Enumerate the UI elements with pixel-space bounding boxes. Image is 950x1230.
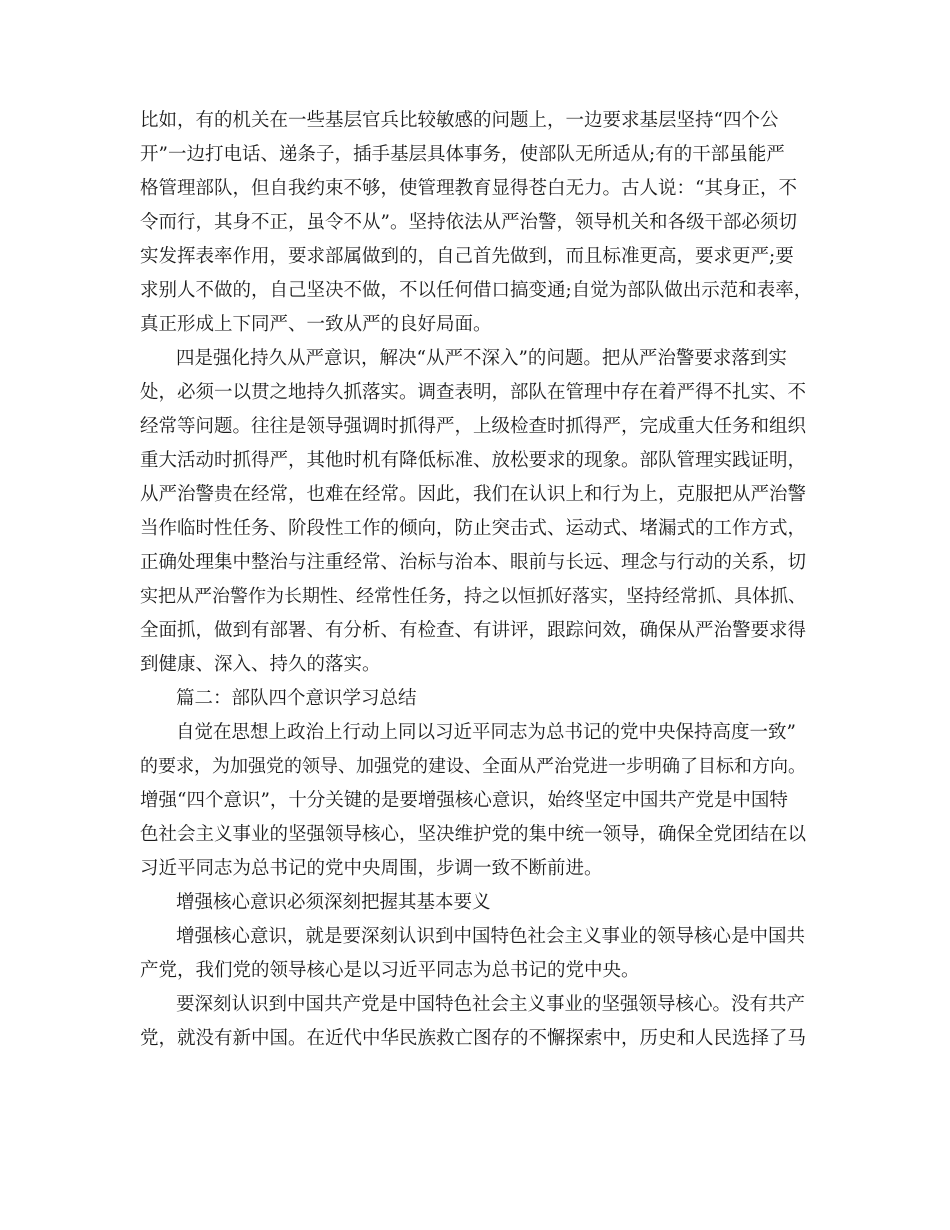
- paragraph-line: 正确处理集中整治与注重经常、治标与治本、眼前与长远、理念与行动的关系，切: [140, 552, 807, 573]
- paragraph-line: 开”一边打电话、递条子，插手基层具体事务，使部队无所适从;有的干部虽能严: [140, 144, 785, 165]
- paragraph-line: 实把从严治警作为长期性、经常性任务，持之以恒抓好落实，坚持经常抓、具体抓、: [140, 586, 806, 607]
- paragraph-first-line: 四是强化持久从严意识，解决“从严不深入”的问题。把从严治警要求落到实: [176, 348, 787, 369]
- paragraph-first-line: 篇二：部队四个意识学习总结: [176, 688, 417, 709]
- paragraph-line: 全面抓，做到有部署、有分析、有检查、有讲评，跟踪问效，确保从严治警要求得: [140, 620, 807, 641]
- paragraph-line: 习近平同志为总书记的党中央周围，步调一致不断前进。: [140, 858, 603, 879]
- paragraph-first-line: 要深刻认识到中国共产党是中国特色社会主义事业的坚强领导核心。没有共产: [176, 994, 806, 1015]
- paragraph-line: 令而行，其身不正，虽令不从”。坚持依法从严治警，领导机关和各级干部必须切: [140, 212, 797, 233]
- paragraph-line: 从严治警贵在经常，也难在经常。因此，我们在认识上和行为上，克服把从严治警: [140, 484, 807, 505]
- paragraph-line: 处，必须一以贯之地持久抓落实。调查表明，部队在管理中存在着严得不扎实、不: [140, 382, 807, 403]
- paragraph-line: 到健康、深入、持久的落实。: [140, 654, 381, 675]
- paragraph-line: 的要求，为加强党的领导、加强党的建设、全面从严治党进一步明确了目标和方向。: [140, 756, 806, 777]
- paragraph-line: 增强“四个意识”，十分关键的是要增强核心意识，始终坚定中国共产党是中国特: [140, 790, 788, 811]
- paragraph-line: 实发挥表率作用，要求部属做到的，自己首先做到，而且标准更高，要求更严;要: [140, 246, 794, 267]
- paragraph-first-line: 自觉在思想上政治上行动上同以习近平同志为总书记的党中央保持高度一致”: [176, 722, 796, 743]
- paragraph-line: 求别人不做的，自己坚决不做，不以任何借口搞变通;自觉为部队做出示范和表率，: [140, 280, 813, 301]
- paragraph-line: 重大活动时抓得严，其他时机有降低标准、放松要求的现象。部队管理实践证明，: [140, 450, 807, 471]
- paragraph-line: 当作临时性任务、阶段性工作的倾向，防止突击式、运动式、堵漏式的工作方式，: [140, 518, 807, 539]
- paragraph-line: 经常等问题。往往是领导强调时抓得严，上级检查时抓得严，完成重大任务和组织: [140, 416, 807, 437]
- paragraph-first-line: 增强核心意识，就是要深刻认识到中国特色社会主义事业的领导核心是中国共: [176, 926, 806, 947]
- paragraph-line: 格管理部队，但自我约束不够，使管理教育显得苍白无力。古人说：“其身正，不: [140, 178, 797, 199]
- document-page: [140, 104, 820, 1056]
- paragraph-first-line: 增强核心意识必须深刻把握其基本要义: [176, 892, 491, 913]
- paragraph-line: 真正形成上下同严、一致从严的良好局面。: [140, 314, 492, 335]
- paragraph-line: 比如，有的机关在一些基层官兵比较敏感的问题上，一边要求基层坚持“四个公: [140, 110, 779, 131]
- paragraph-line: 党，就没有新中国。在近代中华民族救亡图存的不懈探索中，历史和人民选择了马: [140, 1028, 807, 1049]
- paragraph-line: 产党，我们党的领导核心是以习近平同志为总书记的党中央。: [140, 960, 640, 981]
- paragraph-line: 色社会主义事业的坚强领导核心，坚决维护党的集中统一领导，确保全党团结在以: [140, 824, 807, 845]
